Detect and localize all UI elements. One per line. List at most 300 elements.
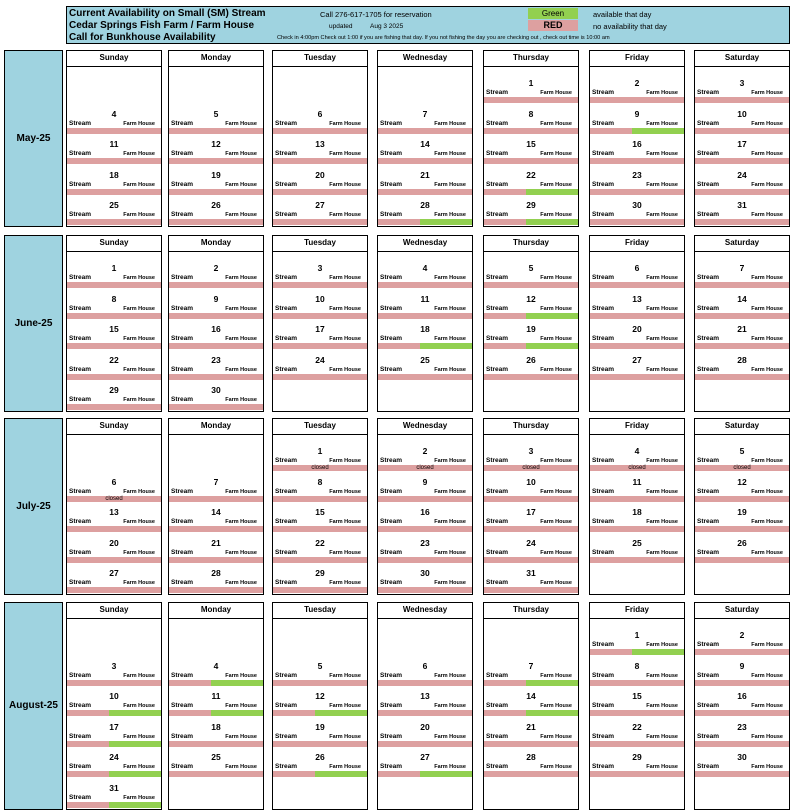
header-divider xyxy=(67,251,161,252)
stream-status-bar xyxy=(590,97,632,103)
farm-house-label: Farm House xyxy=(123,580,155,587)
farm-house-label: Farm House xyxy=(646,151,678,158)
stream-label: Stream xyxy=(486,335,509,343)
day-number: 26 xyxy=(526,354,536,365)
farm-house-status-bar xyxy=(632,649,684,655)
availability-header xyxy=(66,6,790,44)
day-number: 10 xyxy=(526,476,536,487)
day-cell xyxy=(378,134,472,165)
farm-house-label: Farm House xyxy=(434,549,466,556)
stream-label: Stream xyxy=(592,274,615,281)
stream-status-bar xyxy=(378,374,420,380)
farm-house-status-bar xyxy=(420,557,472,563)
stream-label: Stream xyxy=(275,487,298,495)
stream-label: Stream xyxy=(486,518,509,526)
stream-status-bar xyxy=(169,741,211,747)
closed-note: closed xyxy=(733,465,751,471)
header-divider xyxy=(484,618,578,619)
stream-label: Stream xyxy=(697,702,720,710)
day-number: 11 xyxy=(211,691,221,702)
stream-label: Stream xyxy=(380,180,403,188)
farm-house-label: Farm House xyxy=(540,764,572,771)
farm-house-label: Farm House xyxy=(434,181,466,188)
day-cell xyxy=(378,289,472,320)
farm-house-status-bar xyxy=(109,282,161,288)
farm-house-label: Farm House xyxy=(751,764,783,771)
farm-house-status-bar xyxy=(211,741,263,747)
stream-status-bar xyxy=(378,343,420,349)
day-cell xyxy=(378,165,472,196)
stream-label: Stream xyxy=(592,548,615,556)
day-cell xyxy=(590,195,684,226)
farm-house-status-bar xyxy=(632,374,684,380)
day-number: 4 xyxy=(634,446,640,456)
farm-house-status-bar xyxy=(211,404,263,410)
day-number: 11 xyxy=(420,293,430,304)
day-cell xyxy=(273,104,367,135)
day-number: 26 xyxy=(211,200,221,211)
farm-house-label: Farm House xyxy=(123,764,155,771)
day-number: 7 xyxy=(213,476,219,487)
day-column xyxy=(377,418,473,595)
stream-status-bar xyxy=(273,282,315,288)
stream-status-bar xyxy=(273,710,315,716)
stream-label: Stream xyxy=(69,304,92,312)
farm-house-status-bar xyxy=(420,313,472,319)
farm-house-label: Farm House xyxy=(225,580,257,587)
day-name-header: Sunday xyxy=(99,421,129,430)
stream-status-bar xyxy=(695,496,737,502)
day-cell xyxy=(590,134,684,165)
day-number: 31 xyxy=(737,200,747,211)
day-number: 14 xyxy=(211,507,221,518)
farm-house-label: Farm House xyxy=(540,90,572,96)
stream-status-bar xyxy=(695,557,737,563)
day-cell xyxy=(273,717,367,748)
farm-house-label: Farm House xyxy=(751,519,783,526)
stream-label: Stream xyxy=(486,304,509,312)
stream-status-bar xyxy=(169,128,211,134)
farm-house-label: Farm House xyxy=(646,305,678,312)
day-number: 1 xyxy=(317,446,323,456)
stream-status-bar xyxy=(590,649,632,655)
farm-house-label: Farm House xyxy=(540,458,572,464)
day-number: 28 xyxy=(420,200,430,211)
day-number: 5 xyxy=(213,108,219,119)
day-cell xyxy=(169,380,263,411)
day-cell xyxy=(67,134,161,165)
stream-status-bar xyxy=(695,680,737,686)
stream-status-bar xyxy=(695,158,737,164)
stream-label: Stream xyxy=(69,518,92,526)
farm-house-status-bar xyxy=(420,158,472,164)
day-number: 30 xyxy=(211,385,221,396)
farm-house-label: Farm House xyxy=(225,366,257,373)
stream-label: Stream xyxy=(486,457,509,464)
stream-label: Stream xyxy=(697,150,720,158)
day-number: 9 xyxy=(422,476,428,487)
stream-label: Stream xyxy=(697,763,720,771)
header-divider xyxy=(378,251,472,252)
stream-label: Stream xyxy=(486,579,509,587)
day-number: 2 xyxy=(213,263,219,273)
stream-label: Stream xyxy=(171,671,194,679)
header-divider xyxy=(695,66,789,67)
farm-house-label: Farm House xyxy=(540,519,572,526)
day-cell xyxy=(67,319,161,350)
stream-status-bar xyxy=(484,587,526,593)
stream-label: Stream xyxy=(697,335,720,343)
farm-house-label: Farm House xyxy=(123,151,155,158)
day-number: 10 xyxy=(109,691,119,702)
farm-house-status-bar xyxy=(632,128,684,134)
day-number: 14 xyxy=(420,139,430,150)
farm-house-label: Farm House xyxy=(540,181,572,188)
day-cell xyxy=(484,319,578,350)
day-number: 13 xyxy=(315,139,325,150)
stream-label: Stream xyxy=(380,274,403,281)
farm-house-status-bar xyxy=(632,282,684,288)
day-number: 3 xyxy=(739,78,745,88)
farm-house-status-bar xyxy=(526,189,578,195)
stream-status-bar xyxy=(484,158,526,164)
farm-house-status-bar xyxy=(211,343,263,349)
day-number: 3 xyxy=(528,446,534,456)
stream-label: Stream xyxy=(275,548,298,556)
day-cell xyxy=(273,686,367,717)
day-number: 6 xyxy=(317,108,323,119)
farm-house-label: Farm House xyxy=(329,366,361,373)
farm-house-label: Farm House xyxy=(329,120,361,127)
day-number: 20 xyxy=(315,169,325,180)
stream-label: Stream xyxy=(69,211,92,219)
farm-house-status-bar xyxy=(420,710,472,716)
day-cell xyxy=(273,165,367,196)
stream-status-bar xyxy=(273,219,315,225)
farm-house-status-bar xyxy=(315,374,367,380)
farm-house-status-bar xyxy=(420,587,472,593)
farm-house-status-bar xyxy=(420,282,472,288)
farm-house-label: Farm House xyxy=(225,305,257,312)
day-cell xyxy=(169,472,263,503)
stream-label: Stream xyxy=(171,365,194,373)
stream-label: Stream xyxy=(592,89,615,96)
farm-house-status-bar xyxy=(737,710,789,716)
day-cell xyxy=(67,380,161,411)
farm-house-label: Farm House xyxy=(646,366,678,373)
stream-label: Stream xyxy=(171,548,194,556)
day-number: 20 xyxy=(109,537,119,548)
stream-label: Stream xyxy=(697,89,720,96)
farm-house-status-bar xyxy=(632,97,684,103)
stream-status-bar xyxy=(484,710,526,716)
stream-label: Stream xyxy=(592,150,615,158)
stream-label: Stream xyxy=(69,702,92,710)
stream-label: Stream xyxy=(275,671,298,679)
farm-house-label: Farm House xyxy=(751,549,783,556)
farm-house-label: Farm House xyxy=(751,151,783,158)
day-number: 13 xyxy=(632,293,642,304)
stream-status-bar xyxy=(695,741,737,747)
stream-label: Stream xyxy=(69,794,92,801)
stream-status-bar xyxy=(590,741,632,747)
stream-status-bar xyxy=(590,128,632,134)
stream-label: Stream xyxy=(171,211,194,219)
stream-label: Stream xyxy=(380,732,403,740)
call-text: Call 276-617-1705 for reservation xyxy=(320,10,432,19)
farm-house-status-bar xyxy=(315,526,367,532)
day-cell xyxy=(169,289,263,320)
farm-house-label: Farm House xyxy=(751,642,783,648)
day-column xyxy=(66,50,162,227)
stream-label: Stream xyxy=(697,119,720,127)
day-name-header: Wednesday xyxy=(402,421,448,430)
farm-house-status-bar xyxy=(526,680,578,686)
farm-house-label: Farm House xyxy=(329,336,361,343)
farm-house-status-bar xyxy=(315,710,367,716)
farm-house-status-bar xyxy=(211,587,263,593)
farm-house-label: Farm House xyxy=(434,120,466,127)
day-number: 22 xyxy=(632,721,642,732)
day-column xyxy=(168,50,264,227)
day-cell xyxy=(273,319,367,350)
day-number: 12 xyxy=(526,293,536,304)
stream-label: Stream xyxy=(697,211,720,219)
stream-label: Stream xyxy=(486,211,509,219)
farm-house-status-bar xyxy=(109,219,161,225)
stream-status-bar xyxy=(378,741,420,747)
stream-label: Stream xyxy=(592,457,615,464)
day-cell xyxy=(67,778,161,809)
farm-house-label: Farm House xyxy=(646,764,678,771)
farm-house-label: Farm House xyxy=(751,212,783,219)
stream-status-bar xyxy=(695,771,737,777)
day-number: 1 xyxy=(634,630,640,640)
day-cell xyxy=(169,195,263,226)
stream-status-bar xyxy=(378,557,420,563)
farm-house-label: Farm House xyxy=(225,336,257,343)
stream-status-bar xyxy=(378,587,420,593)
stream-status-bar xyxy=(590,219,632,225)
day-name-header: Tuesday xyxy=(304,53,336,62)
stream-status-bar xyxy=(169,587,211,593)
farm-house-label: Farm House xyxy=(329,275,361,281)
farm-house-label: Farm House xyxy=(646,90,678,96)
day-cell xyxy=(484,656,578,687)
day-cell xyxy=(67,686,161,717)
day-column xyxy=(694,50,790,227)
header-divider xyxy=(169,66,263,67)
farm-house-status-bar xyxy=(632,219,684,225)
stream-status-bar xyxy=(67,802,109,808)
farm-house-status-bar xyxy=(632,680,684,686)
farm-house-label: Farm House xyxy=(329,181,361,188)
day-column xyxy=(483,50,579,227)
farm-house-status-bar xyxy=(211,189,263,195)
day-cell xyxy=(695,104,789,135)
stream-label: Stream xyxy=(69,335,92,343)
day-number: 16 xyxy=(420,507,430,518)
farm-house-status-bar xyxy=(109,587,161,593)
title-line-3: Call for Bunkhouse Availability xyxy=(69,32,216,43)
day-cell xyxy=(273,656,367,687)
farm-house-label: Farm House xyxy=(434,733,466,740)
day-cell xyxy=(484,502,578,533)
day-cell xyxy=(695,441,789,472)
farm-house-status-bar xyxy=(420,741,472,747)
stream-label: Stream xyxy=(486,180,509,188)
day-cell xyxy=(169,319,263,350)
stream-label: Stream xyxy=(275,732,298,740)
stream-status-bar xyxy=(590,158,632,164)
day-cell xyxy=(169,134,263,165)
farm-house-status-bar xyxy=(109,741,161,747)
day-column xyxy=(589,50,685,227)
farm-house-status-bar xyxy=(315,189,367,195)
farm-house-status-bar xyxy=(632,771,684,777)
day-cell xyxy=(378,195,472,226)
farm-house-label: Farm House xyxy=(123,181,155,188)
farm-house-status-bar xyxy=(315,128,367,134)
header-divider xyxy=(484,434,578,435)
day-number: 2 xyxy=(634,78,640,88)
header-divider xyxy=(273,251,367,252)
stream-label: Stream xyxy=(592,732,615,740)
month-label: August-25 xyxy=(4,602,63,810)
stream-status-bar xyxy=(695,97,737,103)
farm-house-status-bar xyxy=(526,710,578,716)
farm-house-label: Farm House xyxy=(434,151,466,158)
day-number: 19 xyxy=(315,721,325,732)
day-cell xyxy=(590,747,684,778)
day-cell xyxy=(67,350,161,381)
stream-status-bar xyxy=(378,496,420,502)
day-number: 9 xyxy=(739,660,745,671)
farm-house-label: Farm House xyxy=(225,488,257,495)
farm-house-label: Farm House xyxy=(646,275,678,281)
stream-label: Stream xyxy=(275,702,298,710)
day-number: 30 xyxy=(737,752,747,763)
farm-house-label: Farm House xyxy=(751,336,783,343)
stream-label: Stream xyxy=(592,702,615,710)
day-number: 17 xyxy=(737,139,747,150)
day-number: 31 xyxy=(109,783,119,793)
farm-house-label: Farm House xyxy=(646,336,678,343)
farm-house-label: Farm House xyxy=(225,549,257,556)
day-number: 29 xyxy=(315,568,325,579)
farm-house-status-bar xyxy=(632,710,684,716)
header-divider xyxy=(695,251,789,252)
farm-house-status-bar xyxy=(420,219,472,225)
farm-house-label: Farm House xyxy=(540,366,572,373)
farm-house-status-bar xyxy=(526,771,578,777)
stream-status-bar xyxy=(169,526,211,532)
farm-house-label: Farm House xyxy=(329,549,361,556)
day-cell xyxy=(695,533,789,564)
stream-label: Stream xyxy=(697,732,720,740)
stream-label: Stream xyxy=(592,487,615,495)
farm-house-status-bar xyxy=(109,189,161,195)
day-number: 18 xyxy=(211,721,221,732)
stream-status-bar xyxy=(484,282,526,288)
farm-house-label: Farm House xyxy=(751,305,783,312)
stream-status-bar xyxy=(67,343,109,349)
day-number: 25 xyxy=(109,200,119,211)
day-cell xyxy=(590,258,684,289)
stream-status-bar xyxy=(169,374,211,380)
stream-label: Stream xyxy=(171,119,194,127)
farm-house-status-bar xyxy=(632,496,684,502)
farm-house-label: Farm House xyxy=(225,703,257,710)
farm-house-status-bar xyxy=(211,158,263,164)
day-number: 27 xyxy=(420,752,430,763)
stream-label: Stream xyxy=(275,763,298,771)
day-number: 8 xyxy=(111,293,117,304)
farm-house-status-bar xyxy=(315,680,367,686)
day-cell xyxy=(169,350,263,381)
stream-status-bar xyxy=(695,649,737,655)
farm-house-status-bar xyxy=(632,313,684,319)
header-divider xyxy=(273,618,367,619)
farm-house-status-bar xyxy=(526,496,578,502)
day-cell xyxy=(67,289,161,320)
farm-house-label: Farm House xyxy=(329,305,361,312)
farm-house-label: Farm House xyxy=(225,519,257,526)
day-column xyxy=(272,602,368,810)
stream-status-bar xyxy=(273,343,315,349)
farm-house-label: Farm House xyxy=(751,488,783,495)
farm-house-label: Farm House xyxy=(434,703,466,710)
stream-label: Stream xyxy=(380,304,403,312)
farm-house-status-bar xyxy=(211,771,263,777)
day-number: 12 xyxy=(211,139,221,150)
farm-house-status-bar xyxy=(109,313,161,319)
day-cell xyxy=(590,104,684,135)
day-number: 15 xyxy=(526,139,536,150)
stream-status-bar xyxy=(695,189,737,195)
stream-status-bar xyxy=(590,680,632,686)
day-number: 23 xyxy=(420,537,430,548)
day-number: 15 xyxy=(315,507,325,518)
day-column xyxy=(483,602,579,810)
updated-date: Aug 3 2025 xyxy=(370,23,404,30)
farm-house-status-bar xyxy=(737,158,789,164)
farm-house-label: Farm House xyxy=(434,764,466,771)
farm-house-label: Farm House xyxy=(329,151,361,158)
farm-house-label: Farm House xyxy=(751,275,783,281)
day-cell xyxy=(67,656,161,687)
day-number: 8 xyxy=(634,660,640,671)
day-number: 20 xyxy=(632,324,642,335)
farm-house-label: Farm House xyxy=(225,397,257,404)
day-cell xyxy=(590,533,684,564)
day-cell xyxy=(590,165,684,196)
day-number: 24 xyxy=(109,752,119,763)
day-name-header: Sunday xyxy=(99,53,129,62)
stream-status-bar xyxy=(695,313,737,319)
farm-house-status-bar xyxy=(737,128,789,134)
legend-red-swatch: RED xyxy=(528,20,578,31)
day-cell xyxy=(378,502,472,533)
stream-label: Stream xyxy=(171,518,194,526)
day-number: 29 xyxy=(109,385,119,396)
farm-house-label: Farm House xyxy=(123,703,155,710)
stream-status-bar xyxy=(378,680,420,686)
farm-house-label: Farm House xyxy=(751,181,783,188)
day-number: 30 xyxy=(420,568,430,579)
day-cell xyxy=(695,73,789,104)
day-cell xyxy=(273,134,367,165)
